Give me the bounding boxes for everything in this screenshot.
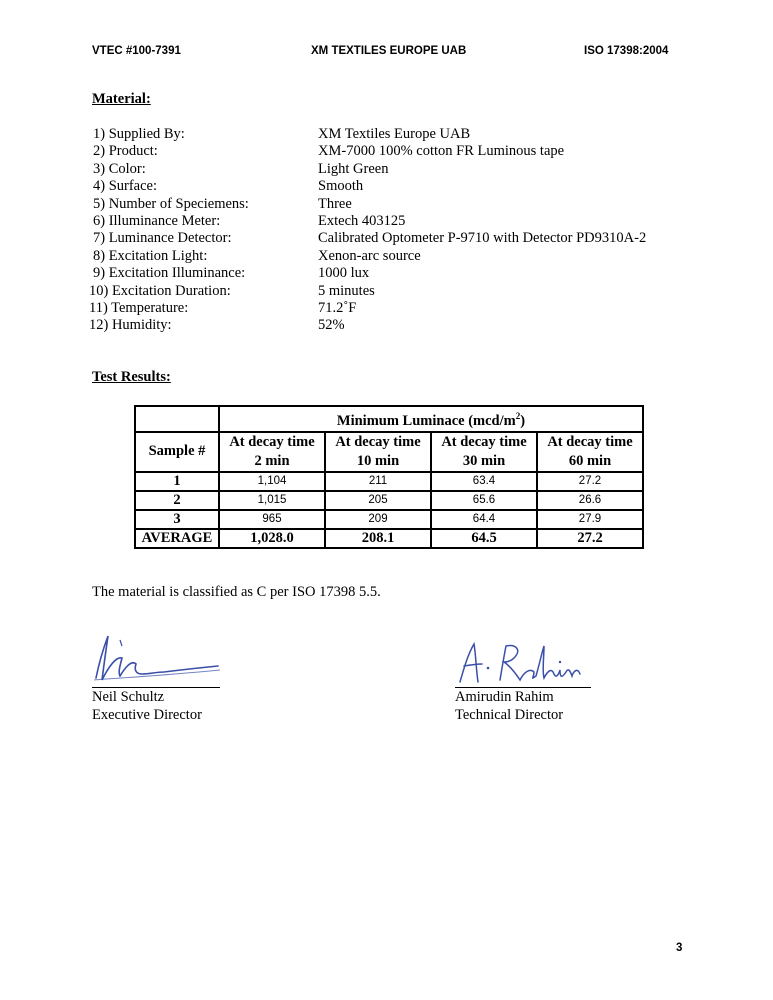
material-value: XM Textiles Europe UAB [318, 126, 471, 142]
column-header-line1: At decay time [335, 433, 421, 450]
signature-amirudin-rahim [450, 638, 590, 688]
signature-neil-schultz [88, 630, 228, 688]
material-value: 1000 lux [318, 265, 370, 282]
table-row [135, 491, 643, 510]
value-cell: 209 [325, 510, 431, 529]
material-label: 11) Temperature: [89, 299, 189, 316]
signatory-technical [455, 688, 563, 724]
group-header-cell [219, 406, 643, 432]
sample-header-cell: Sample # [135, 432, 219, 472]
value-cell: 27.9 [537, 510, 643, 529]
average-value-cell: 1,028.0 [219, 529, 325, 548]
group-header-close: ) [520, 412, 526, 429]
header-document-id: VTEC #100-7391 [92, 45, 181, 57]
material-label: 10) Excitation Duration: [89, 282, 231, 299]
material-value: 5 minutes [318, 282, 375, 299]
value-cell: 211 [325, 472, 431, 491]
page-number: 3 [676, 942, 683, 954]
column-header-line2: 30 min [462, 452, 506, 469]
results-table [134, 405, 644, 549]
value-cell: 63.4 [431, 472, 537, 491]
average-value-cell: 27.2 [537, 529, 643, 548]
value-cell: 27.2 [537, 472, 643, 491]
column-header-cell [219, 432, 325, 472]
sample-number-cell: 3 [135, 510, 219, 529]
material-label: 4) Surface: [93, 178, 158, 195]
signatory-name: Neil Schultz [92, 689, 165, 705]
average-row [135, 529, 643, 548]
material-label: 8) Excitation Light: [93, 247, 208, 264]
average-value-cell: 64.5 [431, 529, 537, 548]
empty-corner-cell [135, 406, 219, 432]
signatory-executive [92, 688, 202, 724]
value-cell: 205 [325, 491, 431, 510]
material-value: Extech 403125 [318, 212, 406, 229]
material-label: 2) Product: [93, 143, 158, 160]
material-value: Xenon-arc source [318, 247, 421, 264]
column-header-cell [325, 432, 431, 472]
header-company: XM TEXTILES EUROPE UAB [311, 45, 467, 57]
material-value: Smooth [318, 178, 364, 195]
column-header-cell [431, 432, 537, 472]
table-header-row [135, 432, 643, 472]
column-header-line2: 2 min [254, 452, 290, 469]
material-value: 71.2˚F [318, 299, 357, 316]
classification-statement: The material is classified as C per ISO 17398 5.5. [92, 584, 381, 600]
column-header-cell [537, 432, 643, 472]
material-label: 7) Luminance Detector: [93, 230, 232, 247]
group-header-text: Minimum Luminace (mcd/m [336, 412, 516, 429]
value-cell: 64.4 [431, 510, 537, 529]
material-value: Light Green [318, 160, 389, 177]
material-label: 6) Illuminance Meter: [93, 212, 221, 229]
material-title: Material: [92, 91, 151, 107]
material-value: XM-7000 100% cotton FR Luminous tape [318, 143, 565, 160]
signatory-name: Amirudin Rahim [455, 689, 554, 705]
column-header-line2: 10 min [356, 452, 400, 469]
material-value: 52% [318, 317, 345, 334]
column-header-line1: At decay time [547, 433, 633, 450]
value-cell: 26.6 [537, 491, 643, 510]
table-row [135, 472, 643, 491]
value-cell: 965 [219, 510, 325, 529]
test-results-title: Test Results: [92, 369, 171, 385]
material-value: Calibrated Optometer P-9710 with Detector PD9310A-2 [318, 230, 647, 247]
value-cell: 65.6 [431, 491, 537, 510]
sample-number-cell: 1 [135, 472, 219, 491]
table-header-row [135, 406, 643, 432]
value-cell: 1,015 [219, 491, 325, 510]
group-header-sup: 2 [515, 411, 521, 421]
average-label-cell: AVERAGE [135, 529, 219, 548]
average-value-cell: 208.1 [325, 529, 431, 548]
sample-number-cell: 2 [135, 491, 219, 510]
material-label: 5) Number of Speciemens: [93, 195, 249, 212]
header-standard: ISO 17398:2004 [584, 45, 669, 57]
material-label: 1) Supplied By: [93, 126, 185, 142]
material-value: Three [318, 195, 352, 212]
material-label: 9) Excitation Illuminance: [93, 265, 246, 282]
signatory-title: Executive Director [92, 707, 202, 723]
column-header-line2: 60 min [568, 452, 612, 469]
column-header-line1: At decay time [441, 433, 527, 450]
value-cell: 1,104 [219, 472, 325, 491]
material-label: 12) Humidity: [89, 317, 172, 334]
signatory-title: Technical Director [455, 707, 564, 723]
material-label: 3) Color: [93, 160, 146, 177]
table-row [135, 510, 643, 529]
column-header-line1: At decay time [229, 433, 315, 450]
